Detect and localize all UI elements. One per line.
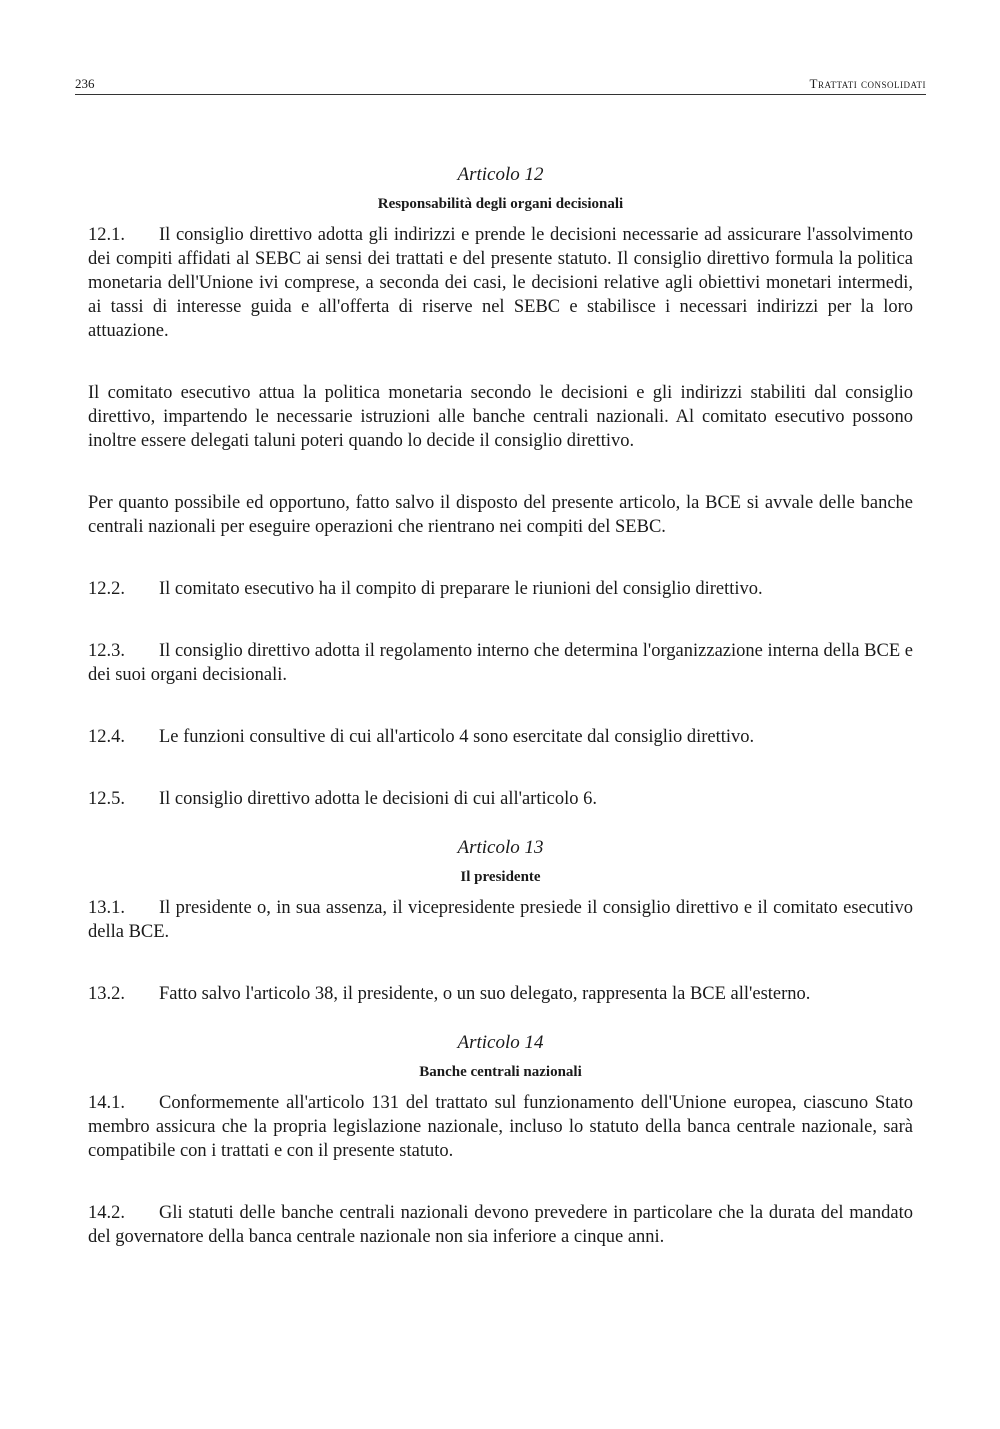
paragraph-number: 12.2.: [88, 579, 125, 599]
paragraph-12-5: [88, 787, 913, 811]
paragraph-12-2: [88, 577, 913, 601]
paragraph-number: 12.1.: [88, 225, 125, 245]
paragraph-13-1: [88, 896, 913, 944]
paragraph-13-2: [88, 982, 913, 1006]
running-title: Trattati consolidati: [809, 76, 926, 91]
paragraph-text: Il consiglio direttivo adotta le decisioni di cui all'articolo 6.: [159, 789, 597, 809]
paragraph-12-1: [88, 223, 913, 343]
article-14-title: Articolo 14: [457, 1032, 544, 1053]
paragraph-12-1-c: Per quanto possibile ed opportuno, fatto salvo il disposto del presente articolo, la BCE si avvale delle banche centrali nazionali per eseguire operazioni che rientrano nei compiti del SEBC.: [88, 493, 913, 537]
article-12-title: Articolo 12: [457, 164, 544, 185]
paragraph-text: Il comitato esecutivo ha il compito di preparare le riunioni del consiglio direttivo.: [159, 579, 763, 599]
paragraph-text: Il consiglio direttivo adotta il regolamento interno che determina l'organizzazione interna della BCE e dei suoi organi decisionali.: [88, 641, 913, 685]
article-13-title: Articolo 13: [457, 837, 544, 858]
paragraph-text: Il consiglio direttivo adotta gli indirizzi e prende le decisioni necessarie ad assicurare l'assolvimento dei compiti affidati al SEBC ai sensi dei trattati e del presente statuto. Il consiglio direttivo formula la politica monetaria dell'Unione ivi comprese, a seconda dei casi, le decisioni relative agli obiettivi monetari intermedi, ai tassi di interesse guida e all'offerta di riserve nel SEBC e stabilisce i necessari indirizzi per la loro attuazione.: [88, 225, 913, 341]
paragraph-text: Conformemente all'articolo 131 del trattato sul funzionamento dell'Unione europea, ciascuno Stato membro assicura che la propria legislazione nazionale, incluso lo statuto della banca centrale nazionale, sarà compatibile con i trattati e con il presente statuto.: [88, 1093, 913, 1161]
paragraph-number: 13.2.: [88, 984, 125, 1004]
article-14-subtitle: Banche centrali nazionali: [419, 1064, 582, 1080]
paragraph-12-1-b: Il comitato esecutivo attua la politica monetaria secondo le decisioni e gli indirizzi stabiliti dal consiglio direttivo, impartendo le necessarie istruzioni alle banche centrali nazionali. Al comitato esecutivo possono inoltre essere delegati taluni poteri quando lo decide il consiglio direttivo.: [88, 383, 913, 451]
article-13-subtitle: Il presidente: [460, 869, 541, 885]
paragraph-12-4: [88, 725, 913, 749]
paragraph-number: 12.3.: [88, 641, 125, 661]
paragraph-number: 14.2.: [88, 1203, 125, 1223]
paragraph-text: Le funzioni consultive di cui all'articolo 4 sono esercitate dal consiglio direttivo.: [159, 727, 755, 747]
paragraph-text: Fatto salvo l'articolo 38, il presidente, o un suo delegato, rappresenta la BCE all'esterno.: [159, 984, 811, 1004]
paragraph-text: Il presidente o, in sua assenza, il vicepresidente presiede il consiglio direttivo e il comitato esecutivo della BCE.: [88, 898, 913, 942]
paragraph-12-3: [88, 639, 913, 687]
page-number: 236: [75, 76, 95, 91]
page-header: [75, 76, 926, 95]
paragraph-14-1: [88, 1091, 913, 1163]
article-12-subtitle: Responsabilità degli organi decisionali: [377, 196, 624, 212]
paragraph-number: 12.5.: [88, 789, 125, 809]
paragraph-number: 13.1.: [88, 898, 125, 918]
paragraph-number: 12.4.: [88, 727, 125, 747]
paragraph-14-2: [88, 1201, 913, 1249]
document-body: [88, 160, 913, 1249]
paragraph-number: 14.1.: [88, 1093, 125, 1113]
paragraph-text: Gli statuti delle banche centrali nazionali devono prevedere in particolare che la durata del mandato del governatore della banca centrale nazionale non sia inferiore a cinque anni.: [88, 1203, 913, 1247]
